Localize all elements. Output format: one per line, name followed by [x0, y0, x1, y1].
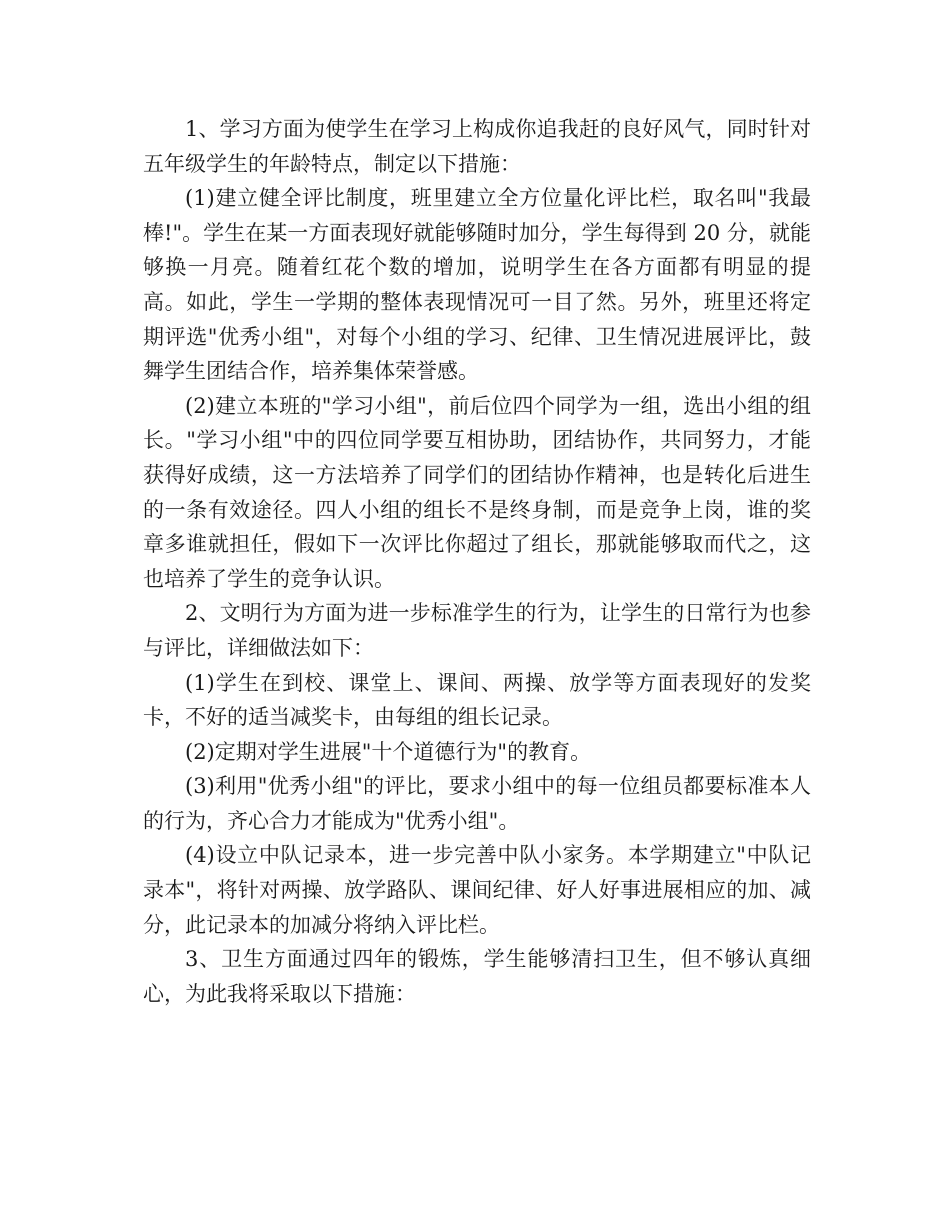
paragraph-behavior-intro: 2、文明行为方面为进一步标准学生的行为，让学生的日常行为也参与评比，详细做法如下： [143, 601, 811, 660]
document-body [143, 112, 811, 1011]
paragraph-study-intro: 1、学习方面为使学生在学习上构成你追我赶的良好风气，同时针对五年级学生的年龄特点，制定以下措施： [143, 117, 811, 176]
paragraph-study-measure-2: (2)建立本班的"学习小组"，前后位四个同学为一组，选出小组的组长。"学习小组"中的四位同学要互相协助，团结协作，共同努力，才能获得好成绩，这一方法培养了同学们的团结协作精神，也是转化后进生的一条有效途径。四人小组的组长不是终身制，而是竞争上岗，谁的奖章多谁就担任，假如下一次评比你超过了组长，那就能够取而代之，这也培养了学生的竞争认识。 [143, 393, 811, 591]
paragraph-behavior-measure-4: (4)设立中队记录本，进一步完善中队小家务。本学期建立"中队记录本"，将针对两操、放学路队、课间纪律、好人好事进展相应的加、减分，此记录本的加减分将纳入评比栏。 [143, 843, 811, 937]
paragraph-study-measure-1: (1)建立健全评比制度，班里建立全方位量化评比栏，取名叫"我最棒!"。学生在某一方面表现好就能够随时加分，学生每得到 20 分，就能够换一月亮。随着红花个数的增加，说明学生在各方面都有明显的提高。如此，学生一学期的整体表现情况可一目了然。另外，班里还将定期评选"优秀小组"，对每个小组的学习、纪律、卫生情况进展评比，鼓舞学生团结合作，培养集体荣誉感。 [143, 186, 811, 384]
paragraph-hygiene-intro: 3、卫生方面通过四年的锻炼，学生能够清扫卫生，但不够认真细心，为此我将采取以下措施： [143, 947, 811, 1006]
paragraph-behavior-measure-2: (2)定期对学生进展"十个道德行为"的教育。 [185, 739, 592, 764]
paragraph-behavior-measure-3: (3)利用"优秀小组"的评比，要求小组中的每一位组员都要标准本人的行为，齐心合力才能成为"优秀小组"。 [143, 774, 811, 833]
paragraph-behavior-measure-1: (1)学生在到校、课堂上、课间、两操、放学等方面表现好的发奖卡，不好的适当减奖卡，由每组的组长记录。 [143, 670, 811, 730]
